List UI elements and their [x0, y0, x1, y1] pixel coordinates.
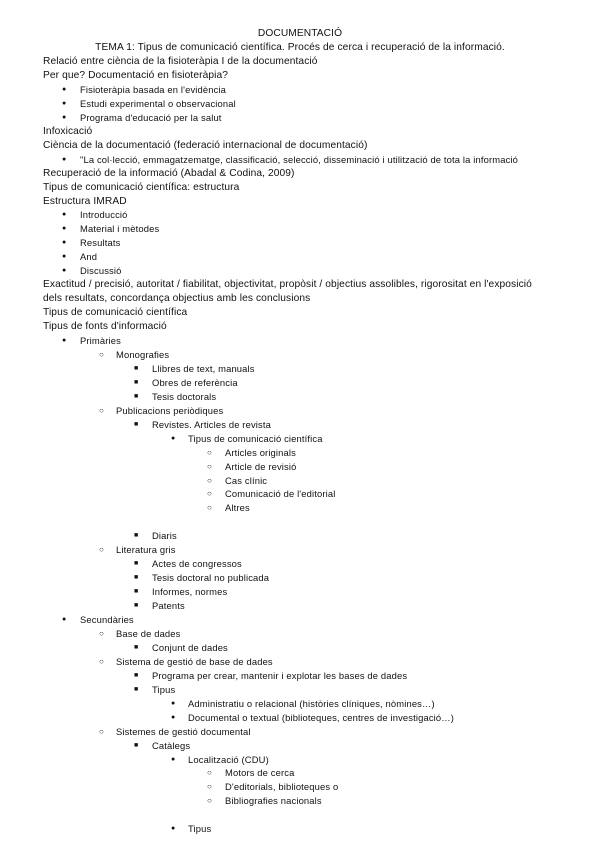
- list-item-text: Recuperació de la informació (Abadal & Codina, 2009): [43, 167, 295, 179]
- circle-bullet-icon: ○: [99, 545, 104, 555]
- list-item-text: Introducció: [80, 209, 128, 221]
- circle-bullet-icon: ○: [207, 447, 212, 457]
- list-item-text: Per que? Documentació en fisioteràpia?: [43, 69, 229, 81]
- circle-bullet-icon: ○: [207, 796, 212, 806]
- list-item-text: Tipus de comunicació científica: estructura: [43, 181, 240, 193]
- dot-bullet-icon: ●: [62, 225, 67, 233]
- circle-bullet-icon: ○: [99, 405, 104, 415]
- list-item-text: Catàlegs: [152, 739, 191, 751]
- dot-bullet-icon: ●: [62, 211, 67, 219]
- list-item-text: Estudi experimental o observacional: [80, 97, 236, 109]
- dot-bullet-icon: ●: [62, 616, 67, 623]
- circle-bullet-icon: ○: [99, 628, 104, 638]
- list-item-text: Estructura IMRAD: [43, 195, 127, 207]
- circle-bullet-icon: ○: [99, 349, 104, 359]
- square-bullet-icon: ■: [134, 741, 139, 749]
- dot-bullet-icon: ●: [62, 85, 67, 93]
- list-item-text: Tipus de comunicació científica: [188, 432, 323, 444]
- list-item-text: Tesis doctorals: [152, 390, 217, 402]
- list-item-text: Tesis doctoral no publicada: [152, 572, 270, 584]
- list-item-text: Primàries: [80, 335, 121, 346]
- list-item-text: Tipus de fonts d'informació: [43, 321, 167, 333]
- list-item-text: Literatura gris: [116, 544, 176, 556]
- dot-bullet-icon: ●: [62, 337, 67, 344]
- dot-bullet-icon: ●: [62, 113, 67, 121]
- list-item-text: Sistema de gestió de base de dades: [116, 655, 273, 667]
- circle-bullet-icon: ○: [99, 726, 104, 736]
- square-bullet-icon: ■: [134, 532, 139, 540]
- list-item-text: Localització (CDU): [188, 753, 269, 765]
- list-item-text: Base de dades: [116, 627, 181, 639]
- dot-bullet-icon: ●: [62, 99, 67, 107]
- page-title: DOCUMENTACIÓ: [257, 28, 343, 39]
- list-item-text: Conjunt de dades: [152, 641, 228, 653]
- list-item-text: Publicacions periòdiques: [116, 404, 224, 416]
- list-item-text: Monografies: [116, 348, 170, 360]
- circle-bullet-icon: ○: [207, 768, 212, 778]
- list-item-text: Infoxicació: [43, 125, 93, 137]
- list-item-text: Relació entre ciència de la fisioteràpia I de la documentació: [43, 56, 318, 67]
- list-item-text: Altres: [225, 502, 250, 514]
- list-item-text: Llibres de text, manuals: [152, 362, 255, 374]
- list-item-text: Material i mètodes: [80, 223, 160, 235]
- square-bullet-icon: ■: [134, 420, 139, 428]
- list-item-text: Comunicació de l'editorial: [225, 488, 336, 500]
- circle-bullet-icon: ○: [207, 489, 212, 499]
- list-item-text: Resultats: [80, 237, 121, 249]
- list-item-text: Sistemes de gestió documental: [116, 725, 251, 737]
- list-item-text: Fisioteràpia basada en l'evidència: [80, 83, 227, 95]
- dot-bullet-icon: ●: [171, 825, 176, 833]
- square-bullet-icon: ■: [134, 574, 139, 582]
- circle-bullet-icon: ○: [99, 656, 104, 666]
- dot-bullet-icon: ●: [171, 434, 176, 442]
- circle-bullet-icon: ○: [207, 461, 212, 471]
- list-item-text: Ciència de la documentació (federació internacional de documentació): [43, 139, 368, 151]
- square-bullet-icon: ■: [134, 588, 139, 596]
- list-item-text: Actes de congressos: [152, 558, 242, 570]
- list-item-text: D'editorials, biblioteques o: [225, 781, 339, 793]
- dot-bullet-icon: ●: [62, 267, 67, 275]
- list-item-text: "La col·lecció, emmagatzematge, classificació, selecció, disseminació i utilització de tota la informació: [80, 153, 519, 165]
- list-item-text: Bibliografies nacionals: [225, 795, 322, 807]
- list-item-text: Revistes. Articles de revista: [152, 418, 271, 430]
- list-item-text: Articles originals: [225, 446, 296, 458]
- list-item-text: Cas clínic: [225, 474, 268, 486]
- list-item-text: Programa per crear, mantenir i explotar les bases de dades: [152, 669, 408, 681]
- list-item-text: Administratiu o relacional (històries clíniques, nòmines…): [188, 697, 435, 709]
- dot-bullet-icon: ●: [171, 755, 176, 763]
- dot-bullet-icon: ●: [171, 713, 176, 721]
- list-item-text: Tipus: [152, 683, 176, 695]
- circle-bullet-icon: ○: [207, 475, 212, 485]
- list-item-text: And: [80, 251, 98, 263]
- list-item-text: Exactitud / precisió, autoritat / fiabilitat, objectivitat, propòsit / objectius assolibles, rigorositat en l'exposició: [43, 279, 532, 291]
- page-subtitle: TEMA 1: Tipus de comunicació científica. Procés de cerca i recuperació de la informació.: [95, 42, 505, 53]
- list-item-text: Documental o textual (biblioteques, centres de investigació…): [188, 711, 455, 723]
- square-bullet-icon: ■: [134, 671, 139, 679]
- list-item-text: Informes, normes: [152, 586, 228, 598]
- square-bullet-icon: ■: [134, 378, 139, 386]
- list-item-text: Tipus de comunicació científica: [43, 307, 188, 319]
- list-item-text: Diaris: [152, 530, 177, 542]
- square-bullet-icon: ■: [134, 685, 139, 693]
- list-item-text: dels resultats, concordança objectius amb les conclusions: [43, 293, 311, 305]
- list-item-text: Secundàries: [80, 614, 134, 625]
- list-item-text: Article de revisió: [225, 460, 297, 472]
- list-item-text: Obres de referència: [152, 376, 238, 388]
- square-bullet-icon: ■: [134, 643, 139, 651]
- square-bullet-icon: ■: [134, 364, 139, 372]
- dot-bullet-icon: ●: [62, 155, 67, 163]
- dot-bullet-icon: ●: [62, 239, 67, 247]
- square-bullet-icon: ■: [134, 392, 139, 400]
- square-bullet-icon: ■: [134, 602, 139, 610]
- list-item-text: Patents: [152, 600, 185, 612]
- list-item-text: Motors de cerca: [225, 767, 295, 779]
- dot-bullet-icon: ●: [171, 699, 176, 707]
- square-bullet-icon: ■: [134, 560, 139, 568]
- dot-bullet-icon: ●: [62, 253, 67, 261]
- list-item-text: Programa d'educació per la salut: [80, 111, 222, 123]
- list-item-text: Discussió: [80, 265, 122, 277]
- circle-bullet-icon: ○: [207, 503, 212, 513]
- circle-bullet-icon: ○: [207, 782, 212, 792]
- list-item-text: Tipus: [188, 823, 212, 835]
